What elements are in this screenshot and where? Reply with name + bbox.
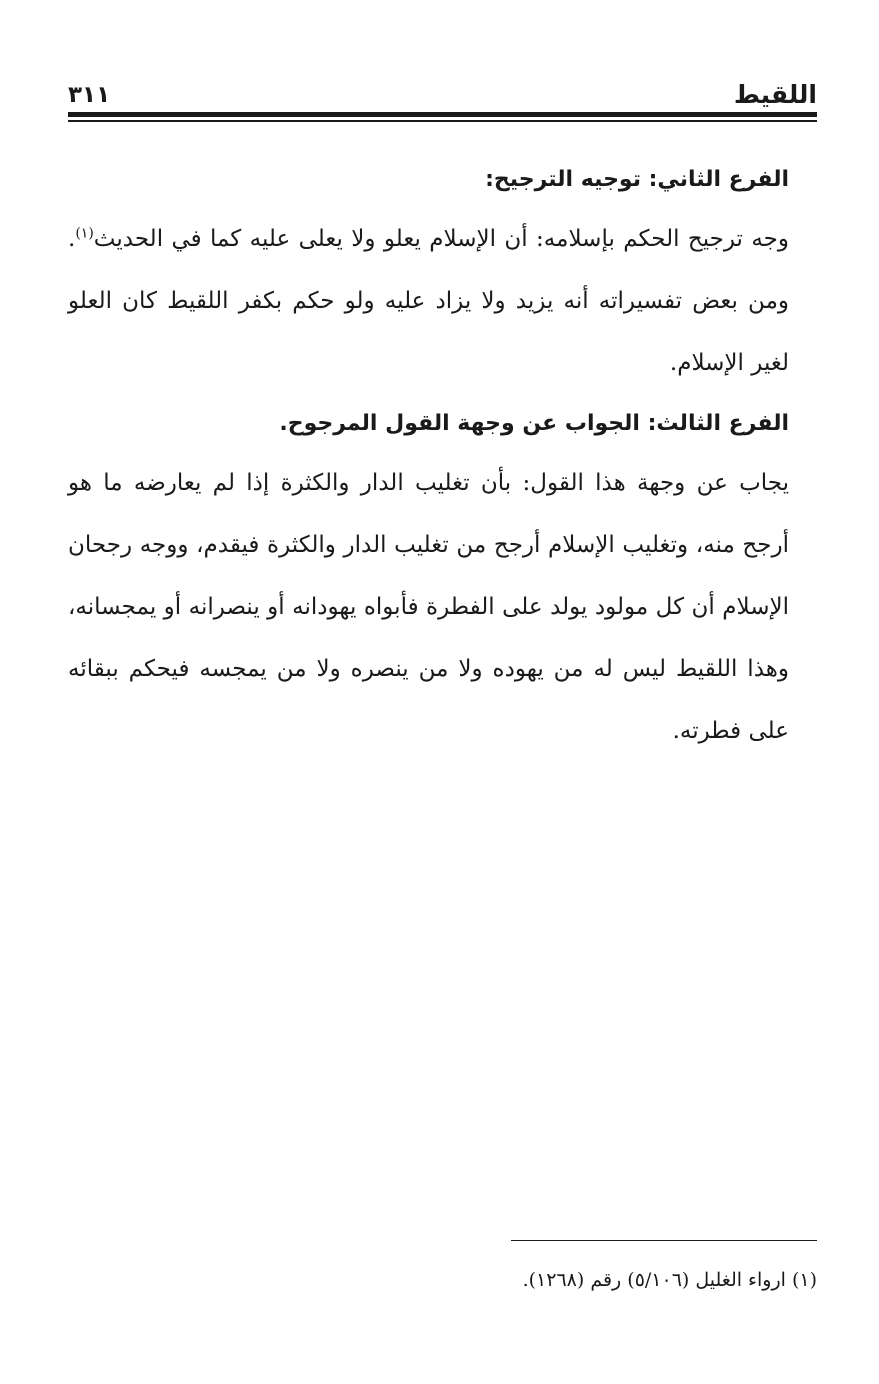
paragraph-text-continued: . ومن بعض تفسيراته أنه يزيد ولا يزاد عليه ولو حكم بكفر اللقيط كان العلو لغير الإسلام.: [68, 226, 789, 376]
paragraph-justification: [68, 208, 789, 394]
footnote-reference[interactable]: (١): [75, 225, 94, 242]
running-header: [68, 72, 817, 112]
page-number: ٣١١: [68, 82, 111, 108]
paragraph-text: وجه ترجيح الحكم بإسلامه: أن الإسلام يعلو ولا يعلى عليه كما في الحديث: [93, 226, 789, 252]
section-heading-second-branch: الفرع الثاني: توجيه الترجيح:: [485, 167, 789, 192]
footnote: (١) ارواء الغليل (٥/١٠٦) رقم (١٢٦٨).: [522, 1269, 817, 1291]
paragraph-answer: يجاب عن وجهة هذا القول: بأن تغليب الدار والكثرة إذا لم يعارضه ما هو أرجح منه، وتغليب الإسلام أرجح من تغليب الدار والكثرة فيقدم، ووجه رجحان الإسلام أن كل مولود يولد على الفطرة فأبواه يهودانه أو ينصرانه أو يمجسانه، وهذا اللقيط ليس له من يهوده ولا من ينصره ولا من يمجسه فيحكم ببقائه على فطرته.: [68, 470, 789, 744]
header-rule-thick: [68, 112, 817, 117]
chapter-title: اللقيط: [733, 80, 817, 109]
page-body: [68, 150, 789, 762]
section-heading-third-branch: الفرع الثالث: الجواب عن وجهة القول المرجوح.: [279, 411, 789, 436]
footnote-separator: [511, 1240, 817, 1241]
header-rule-thin: [68, 120, 817, 122]
